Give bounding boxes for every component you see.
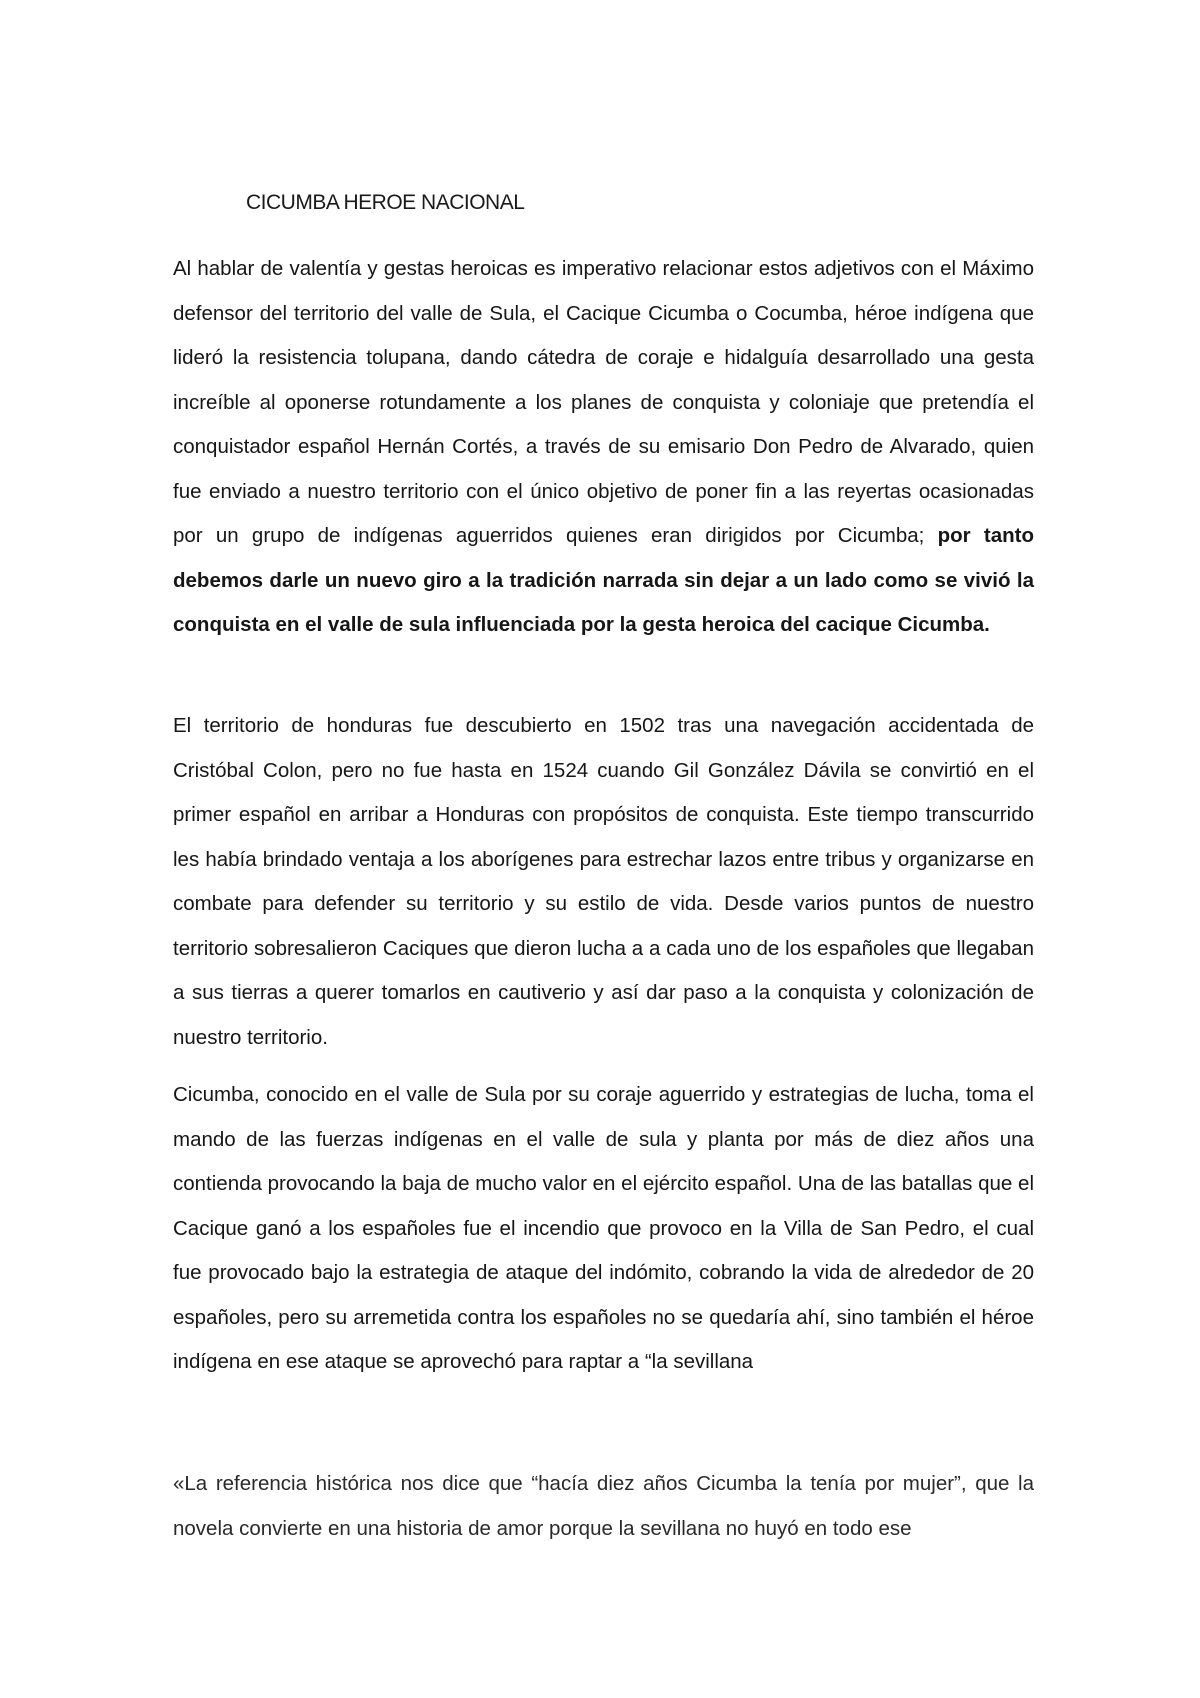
document-title: CICUMBA HEROE NACIONAL (246, 191, 525, 214)
paragraph-intro-text: Al hablar de valentía y gestas heroicas es imperativo relacionar estos adjetivos con el Máximo defensor del territorio del valle de Sula, el Cacique Cicumba o Cocumba, héroe indígena que lideró la resistencia tolupana, dando cátedra de coraje e hidalguía desarrollado una gesta increíble al oponerse rotundamente a los planes de conquista y coloniaje que pretendía el conquistador español Hernán Cortés, a través de su emisario Don Pedro de Alvarado, quien fue enviado a nuestro territorio con el único objetivo de poner fin a las reyertas ocasionadas por un grupo de indígenas aguerridos quienes eran dirigidos por Cicumba; (173, 257, 1034, 547)
paragraph-discovery: El territorio de honduras fue descubierto en 1502 tras una navegación accidentada de Cristóbal Colon, pero no fue hasta en 1524 cuando Gil González Dávila se convirtió en el primer español en arribar a Honduras con propósitos de conquista. Este tiempo transcurrido les había brindado ventaja a los aborígenes para estrechar lazos entre tribus y organizarse en combate para defender su territorio y su estilo de vida. Desde varios puntos de nuestro territorio sobresalieron Caciques que dieron lucha a a cada uno de los españoles que llegaban a sus tierras a querer tomarlos en cautiverio y así dar paso a la conquista y colonización de nuestro territorio. (173, 714, 1034, 1049)
paragraph-cicumba-battles: Cicumba, conocido en el valle de Sula por su coraje aguerrido y estrategias de lucha, toma el mando de las fuerzas indígenas en el valle de sula y planta por más de diez años una contienda provocando la baja de mucho valor en el ejército español. Una de las batallas que el Cacique ganó a los españoles fue el incendio que provoco en la Villa de San Pedro, el cual fue provocado bajo la estrategia de ataque del indómito, cobrando la vida de alrededor de 20 españoles, pero su arremetida contra los españoles no se quedaría ahí, sino también el héroe indígena en ese ataque se aprovechó para raptar a “la sevillana (173, 1083, 1034, 1373)
paragraph-intro (173, 247, 1034, 648)
paragraph-intro-bold-text: por tanto debemos darle un nuevo giro a la tradición narrada sin dejar a un lado como se vivió la conquista en el valle de sula influenciada por la gesta heroica del cacique Cicumba. (173, 524, 1034, 636)
paragraph-historical-reference: «La referencia histórica nos dice que “hacía diez años Cicumba la tenía por mujer”, que la novela convierte en una historia de amor porque la sevillana no huyó en todo ese (173, 1472, 1034, 1540)
